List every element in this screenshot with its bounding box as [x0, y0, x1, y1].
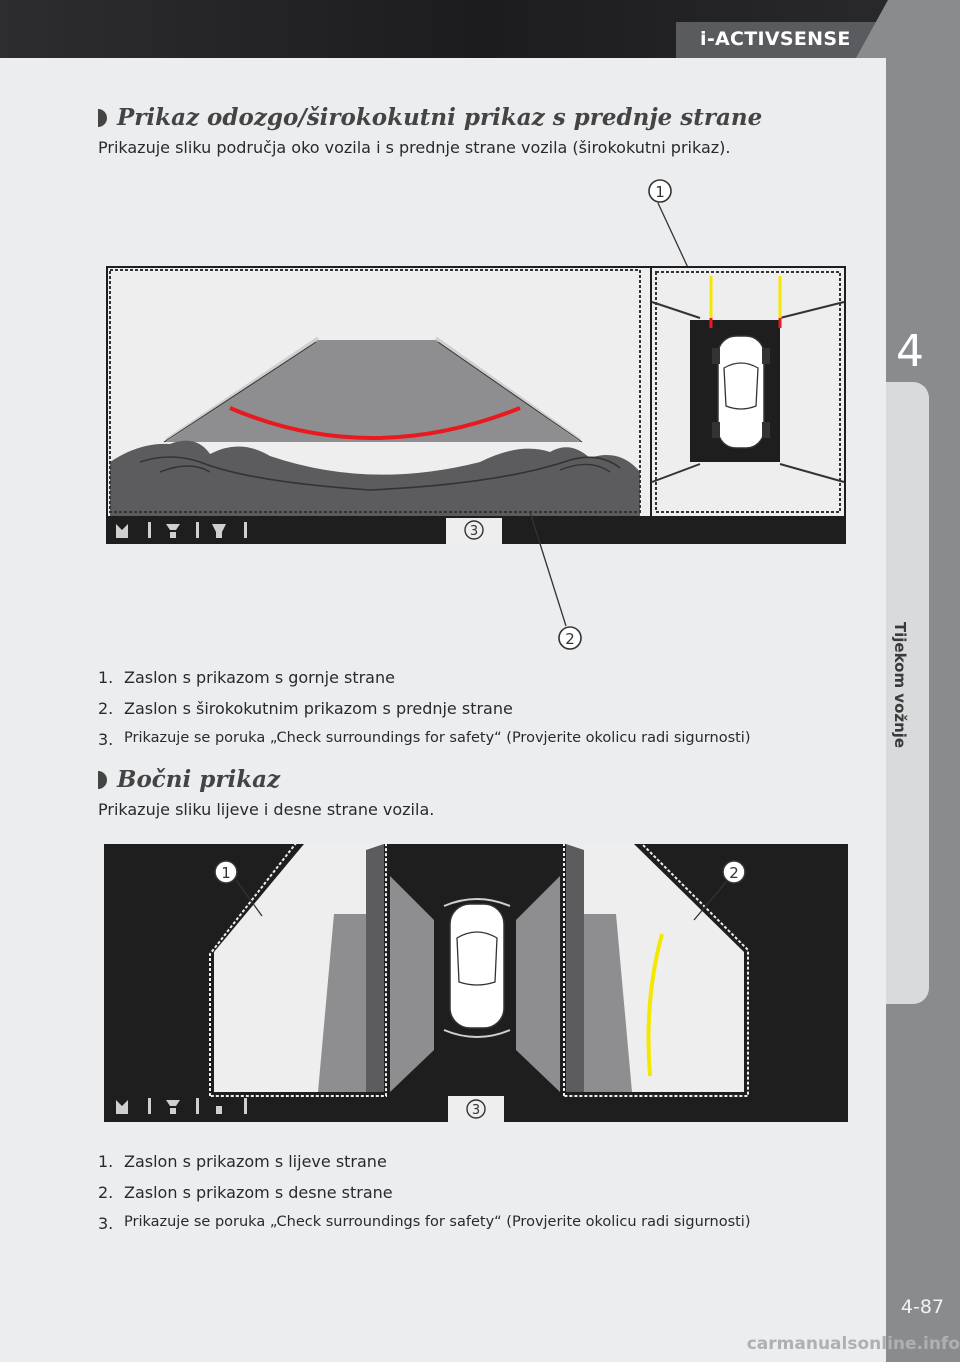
section2-description: Prikazuje sliku lijeve i desne strane vozila. — [98, 800, 435, 819]
list-item: 2. Zaslon s širokokutnim prikazom s prednje strane — [98, 699, 513, 718]
callout-2: 2 — [565, 630, 575, 648]
section2-heading — [98, 766, 280, 793]
top-front-view-figure — [100, 172, 860, 662]
section-title: i-ACTIVSENSE — [700, 28, 851, 50]
callout-1: 1 — [655, 183, 665, 201]
front-wide-view — [108, 268, 650, 516]
list-item: 3. Prikazuje se poruka „Check surroundings for safety“ (Provjerite okolicu radi sigurnosti) — [98, 730, 751, 749]
page-header — [0, 0, 960, 58]
heading-marker-icon — [98, 109, 107, 127]
callout-3: 3 — [471, 1103, 481, 1118]
section1-heading — [98, 104, 762, 131]
callout-1: 1 — [221, 864, 231, 882]
list-item: 2. Zaslon s prikazom s desne strane — [98, 1183, 393, 1202]
section1-title: Prikaz odozgo/širokokutni prikaz s prednje strane — [117, 104, 763, 131]
callout-3: 3 — [469, 524, 479, 539]
list-item: 1. Zaslon s prikazom s lijeve strane — [98, 1152, 387, 1171]
section2-title: Bočni prikaz — [117, 766, 281, 793]
chapter-number: 4 — [896, 326, 924, 377]
side-view-figure — [104, 830, 850, 1124]
section1-description: Prikazuje sliku područja oko vozila i s prednje strane vozila (širokokutni prikaz). — [98, 138, 731, 157]
list-item: 3. Prikazuje se poruka „Check surroundings for safety“ (Provjerite okolicu radi sigurnosti) — [98, 1214, 751, 1233]
watermark: carmanualsonline.info — [746, 1334, 960, 1354]
vehicle-top-icon — [444, 899, 510, 1037]
section1-list — [98, 668, 751, 761]
section2-list — [98, 1152, 751, 1245]
heading-marker-icon — [98, 771, 107, 789]
callout-2: 2 — [729, 864, 739, 882]
top-view — [652, 268, 844, 516]
list-item: 1. Zaslon s prikazom s gornje strane — [98, 668, 395, 687]
page-number: 4-87 — [900, 1296, 944, 1318]
chapter-label: Tijekom vožnje — [891, 621, 909, 749]
